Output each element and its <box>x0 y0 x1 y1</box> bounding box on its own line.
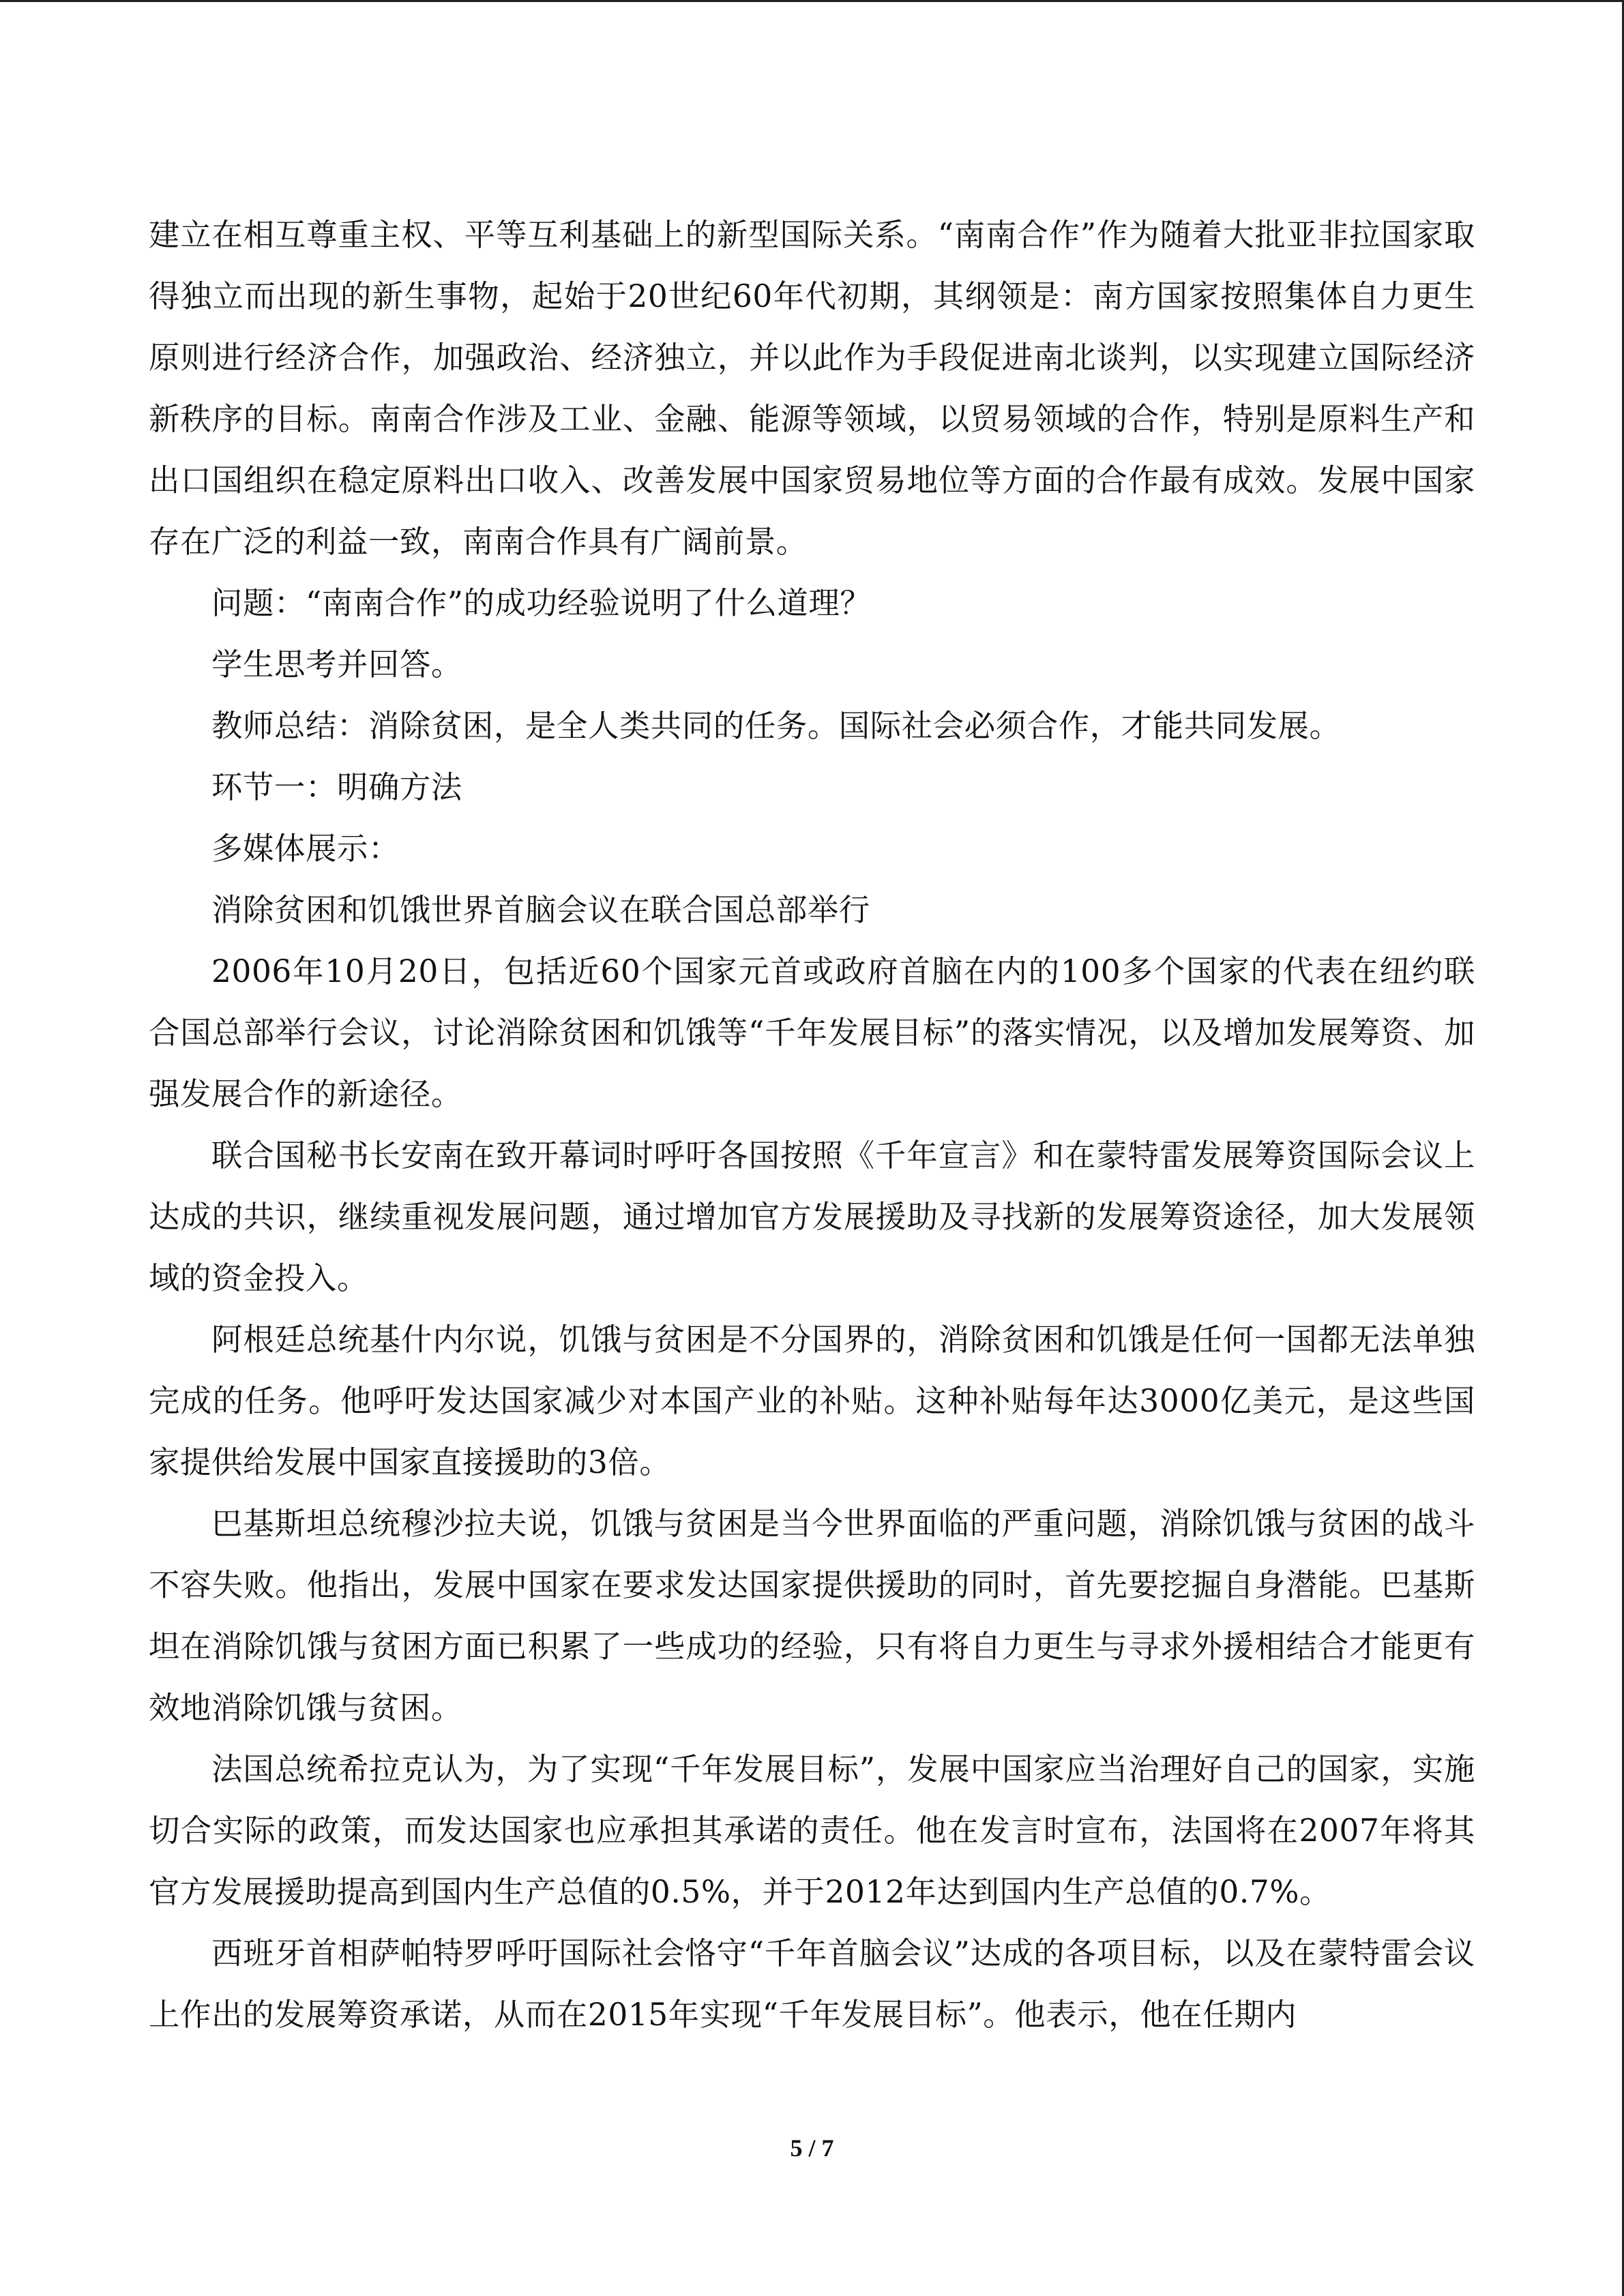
document-body <box>149 205 1475 2046</box>
paragraph-news-annan: 联合国秘书长安南在致开幕词时呼吁各国按照《千年宣言》和在蒙特雷发展筹资国际会议上达成的共识，继续重视发展问题，通过增加官方发展援助及寻找新的发展筹资途径，加大发展领域的资金投入。 <box>149 1137 1475 1296</box>
paragraph-news-spain: 西班牙首相萨帕特罗呼吁国际社会恪守“千年首脑会议”达成的各项目标，以及在蒙特雷会议上作出的发展筹资承诺，从而在2015年实现“千年发展目标”。他表示，他在任期内 <box>149 1935 1475 2033</box>
paragraph-news-title: 消除贫困和饥饿世界首脑会议在联合国总部举行 <box>211 892 870 928</box>
paragraph-news-france: 法国总统希拉克认为，为了实现“千年发展目标”，发展中国家应当治理好自己的国家，实施切合实际的政策，而发达国家也应承担其承诺的责任。他在发言时宣布，法国将在2007年将其官方发展援助提高到国内生产总值的0.5%，并于2012年达到国内生产总值的0.7%。 <box>149 1751 1475 1910</box>
paragraph-news-argentina: 阿根廷总统基什内尔说，饥饿与贫困是不分国界的，消除贫困和饥饿是任何一国都无法单独完成的任务。他呼吁发达国家减少对本国产业的补贴。这种补贴每年达3000亿美元，是这些国家提供给发展中国家直接援助的3倍。 <box>149 1322 1475 1480</box>
page-number: 5 / 7 <box>790 2134 834 2162</box>
page-border-top <box>0 0 1624 2</box>
paragraph-news-summit: 2006年10月20日，包括近60个国家元首或政府首脑在内的100多个国家的代表在纽约联合国总部举行会议，讨论消除贫困和饥饿等“千年发展目标”的落实情况，以及增加发展筹资、加强发展合作的新途径。 <box>149 953 1475 1112</box>
paragraph-continuation-south-south-cooperation: 建立在相互尊重主权、平等互利基础上的新型国际关系。“南南合作”作为随着大批亚非拉国家取得独立而出现的新生事物，起始于20世纪60年代初期，其纲领是：南方国家按照集体自力更生原则进行经济合作，加强政治、经济独立，并以此作为手段促进南北谈判，以实现建立国际经济新秩序的目标。南南合作涉及工业、金融、能源等领域，以贸易领域的合作，特别是原料生产和出口国组织在稳定原料出口收入、改善发展中国家贸易地位等方面的合作最有成效。发展中国家存在广泛的利益一致，南南合作具有广阔前景。 <box>149 217 1475 560</box>
paragraph-news-pakistan: 巴基斯坦总统穆沙拉夫说，饥饿与贫困是当今世界面临的严重问题，消除饥饿与贫困的战斗不容失败。他指出，发展中国家在要求发达国家提供援助的同时，首先要挖掘自身潜能。巴基斯坦在消除饥饿与贫困方面已积累了一些成功的经验，只有将自力更生与寻求外援相结合才能更有效地消除饥饿与贫困。 <box>149 1506 1475 1726</box>
paragraph-multimedia-label: 多媒体展示： <box>211 831 400 867</box>
paragraph-student-activity: 学生思考并回答。 <box>211 646 462 683</box>
paragraph-teacher-summary: 教师总结：消除贫困，是全人类共同的任务。国际社会必须合作，才能共同发展。 <box>211 708 1341 744</box>
paragraph-section-heading: 环节一：明确方法 <box>211 769 462 805</box>
paragraph-question: 问题：“南南合作”的成功经验说明了什么道理？ <box>211 585 872 621</box>
